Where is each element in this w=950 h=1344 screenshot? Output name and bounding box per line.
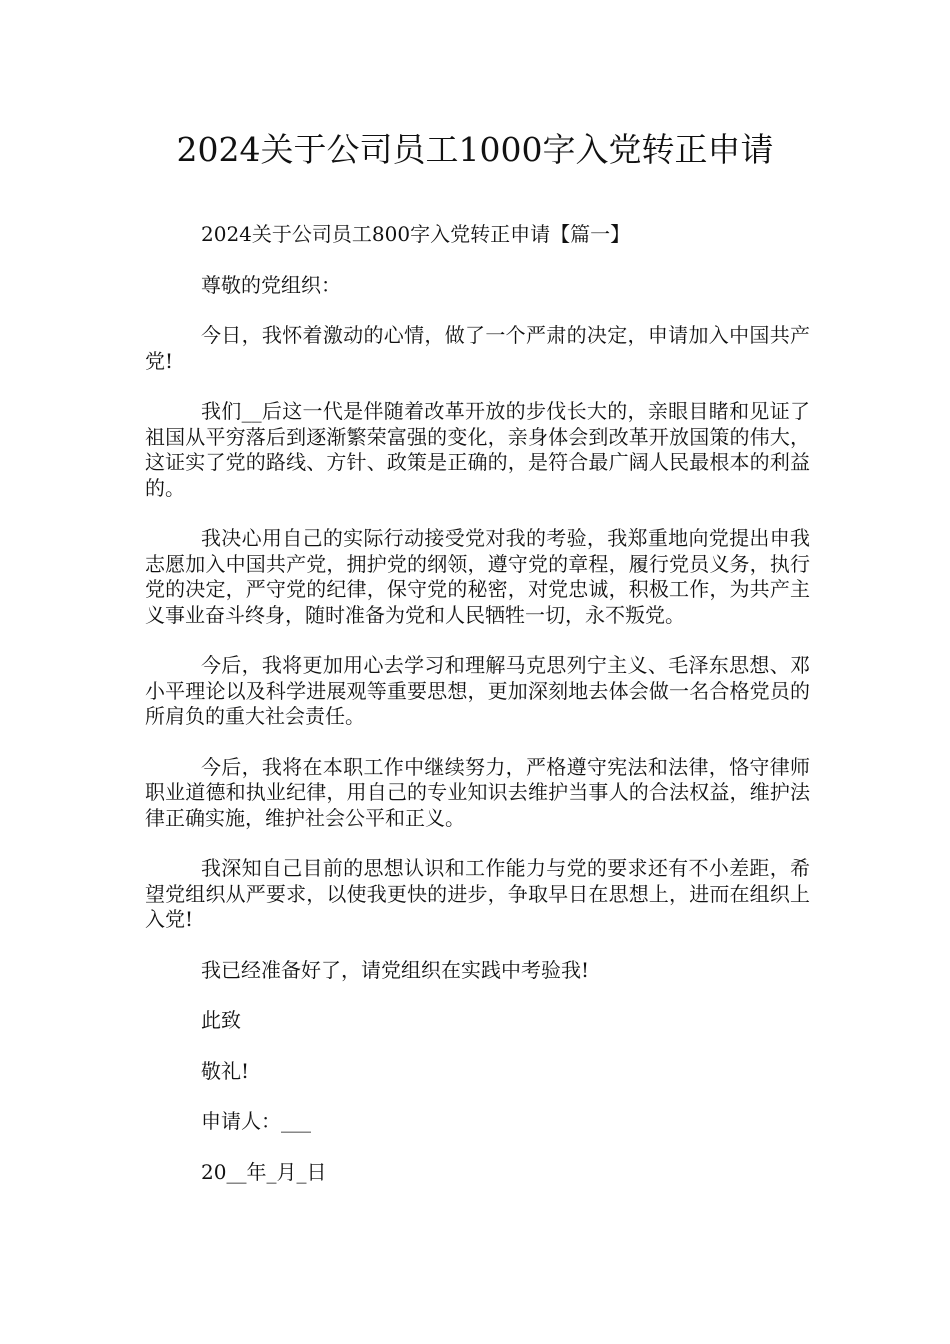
- applicant-line: 申请人：___: [201, 1109, 311, 1133]
- closing-salute: 敬礼!: [201, 1058, 250, 1083]
- body-paragraph: 今日，我怀着激动的心情，做了一个严肃的决定，申请加入中国共产党!: [145, 323, 810, 373]
- closing-phrase: 此致: [201, 1008, 241, 1032]
- body-paragraph: 我们__后这一代是伴随着改革开放的步伐长大的，亲眼目睹和见证了祖国从平穷落后到逐渐繁荣富强的变化，亲身体会到改革开放国策的伟大，这证实了党的路线、方针、政策是正确的，是符合最广阔人民最根本的利益的。: [145, 399, 810, 500]
- salutation: 尊敬的党组织：: [201, 272, 341, 297]
- body-paragraph: 我决心用自己的实际行动接受党对我的考验，我郑重地向党提出申我志愿加入中国共产党，拥护党的纲领，遵守党的章程，履行党员义务，执行党的决定，严守党的纪律，保守党的秘密，对党忠诚，积极工作，为共产主义事业奋斗终身，随时准备为党和人民牺牲一切，永不叛党。: [145, 526, 810, 627]
- section-heading: 2024关于公司员工800字入党转正申请【篇一】: [201, 222, 631, 246]
- body-paragraph: 今后，我将在本职工作中继续努力，严格遵守宪法和法律，恪守律师职业道德和执业纪律，用自己的专业知识去维护当事人的合法权益，维护法律正确实施，维护社会公平和正义。: [145, 754, 810, 830]
- body-paragraph: 我深知自己目前的思想认识和工作能力与党的要求还有不小差距，希望党组织从严要求，以使我更快的进步，争取早日在思想上，进而在组织上入党!: [145, 856, 810, 931]
- body-paragraph: 我已经准备好了，请党组织在实践中考验我!: [201, 957, 590, 982]
- date-line: 20__年_月_日: [201, 1159, 327, 1184]
- body-paragraph: 今后，我将更加用心去学习和理解马克思列宁主义、毛泽东思想、邓小平理论以及科学进展观等重要思想，更加深刻地去体会做一名合格党员的所肩负的重大社会责任。: [145, 653, 810, 728]
- document-body: [145, 222, 810, 1185]
- document-title: 2024关于公司员工1000字入党转正申请: [176, 130, 774, 169]
